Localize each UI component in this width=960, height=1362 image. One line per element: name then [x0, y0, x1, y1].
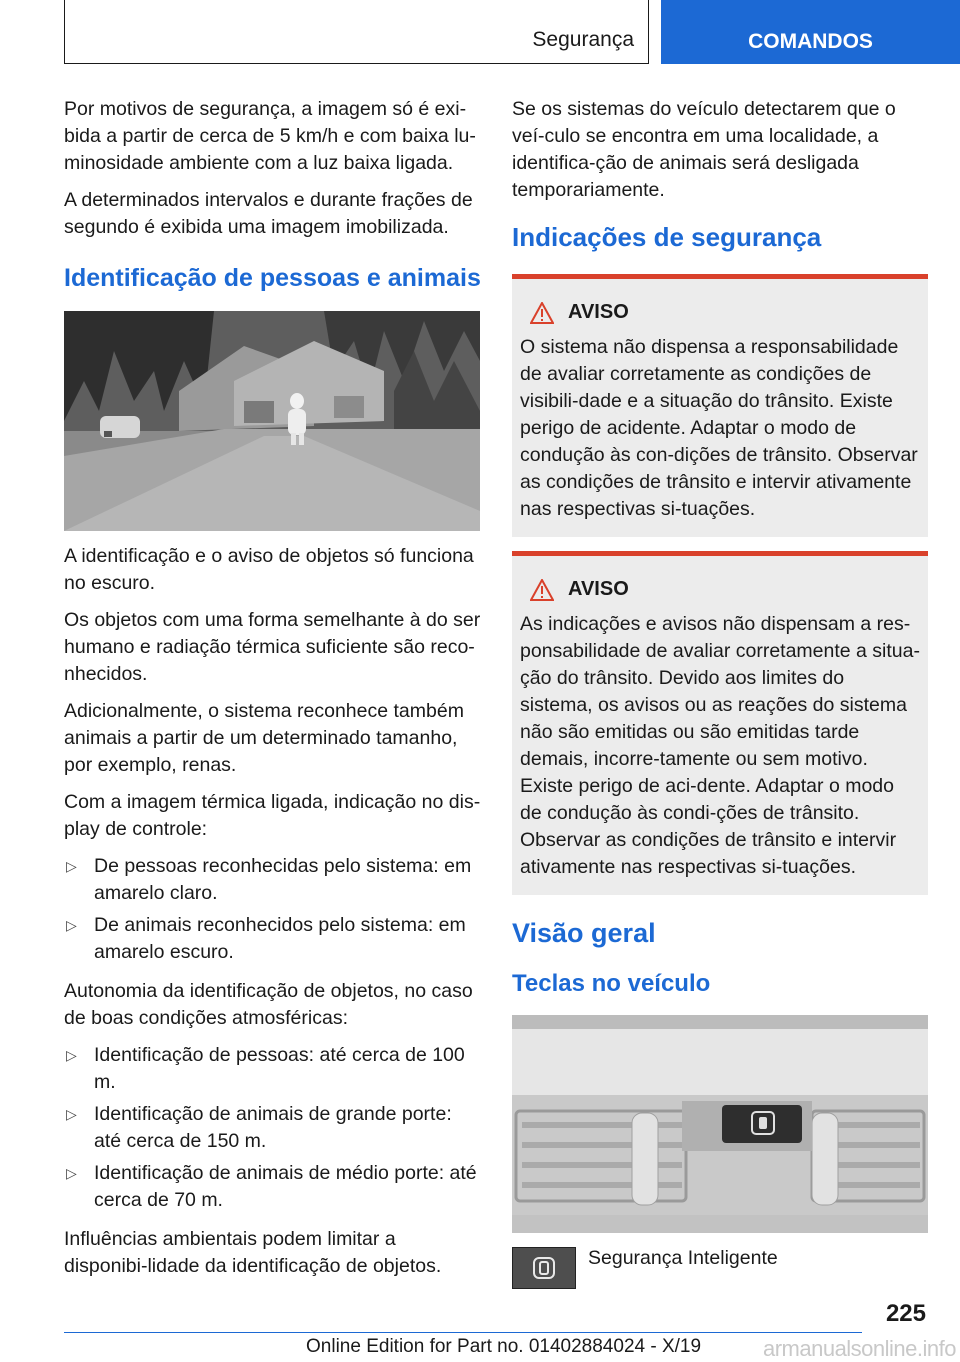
paragraph: Autonomia da identificação de objetos, no caso de boas condições atmosféricas:: [64, 980, 473, 1029]
section-tab: [64, 0, 649, 64]
paragraph: A determinados intervalos e durante frações de segundo é exibida uma imagem imobilizada.: [64, 189, 473, 238]
section-heading: Indicações de segurança: [512, 222, 822, 252]
warning-triangle-icon: [530, 579, 554, 601]
paragraph: Os objetos com uma forma semelhante à do ser humano e radiação térmica suficiente são reco-nhecidos.: [64, 609, 481, 685]
paragraph: Influências ambientais podem limitar a disponibi-lidade da identificação de objetos.: [64, 1228, 442, 1277]
triangle-bullet-icon: ▷: [66, 1106, 77, 1122]
page-header: [0, 0, 960, 66]
subsection-heading: Teclas no veículo: [512, 970, 711, 997]
list-item: ▷ Identificação de animais de médio porte: até cerca de 70 m.: [66, 1162, 477, 1211]
key-legend-row: [512, 1247, 928, 1289]
warning-title: AVISO: [568, 301, 629, 323]
thermal-night-image: [64, 311, 480, 531]
watermark: armanualsonline.info: [762, 1336, 956, 1361]
edition-text: Online Edition for Part no. 01402884024 - X/19: [306, 1336, 702, 1357]
warning-title: AVISO: [568, 578, 629, 600]
paragraph: Se os sistemas do veículo detectarem que o veí-culo se encontra em uma localidade, a identifica-ção de animais será desligada temporariamente.: [512, 98, 896, 201]
range-list: [64, 1042, 482, 1214]
section-heading: Visão geral: [512, 918, 656, 948]
display-indication-list: [64, 853, 482, 966]
section-title: Segurança: [532, 28, 634, 51]
paragraph: Com a imagem térmica ligada, indicação no dis-play de controle:: [64, 791, 481, 840]
chapter-tab: COMANDOS: [661, 0, 960, 64]
key-label: Segurança Inteligente: [588, 1247, 778, 1269]
center-console-image: [512, 1015, 928, 1233]
left-column: [64, 96, 482, 1290]
intelligent-safety-button-icon: [512, 1247, 576, 1289]
triangle-bullet-icon: ▷: [66, 1165, 77, 1181]
list-item: ▷ De pessoas reconhecidas pelo sistema: em amarelo claro.: [66, 855, 472, 904]
paragraph: A identificação e o aviso de objetos só funciona no escuro.: [64, 545, 474, 594]
triangle-bullet-icon: ▷: [66, 917, 77, 933]
warning-box: [512, 551, 928, 895]
vehicle-keys-figure: [512, 1015, 928, 1233]
section-heading: Identificação de pessoas e animais: [64, 264, 481, 292]
warning-triangle-icon: [530, 302, 554, 324]
warning-text: O sistema não dispensa a responsabilidade de avaliar corretamente as condições de visibili-dade e a situação do trânsito. Existe perigo de acidente. Adaptar o modo de condução às con-dições de trânsito. Observar as condições de trânsito e intervir ativamente nas respectivas si-tuações.: [520, 336, 918, 520]
triangle-bullet-icon: ▷: [66, 1047, 77, 1063]
list-item: ▷ Identificação de animais de grande porte: até cerca de 150 m.: [66, 1103, 452, 1152]
thermal-image-figure: [64, 311, 480, 531]
warning-box: [512, 274, 928, 537]
paragraph: Por motivos de segurança, a imagem só é exi-bida a partir de cerca de 5 km/h e com baixa lu-minosidade ambiente com a luz baixa ligada.: [64, 98, 476, 174]
right-column: [512, 96, 928, 1289]
footer-divider: [64, 1332, 862, 1333]
list-item: ▷ Identificação de pessoas: até cerca de 100 m.: [66, 1044, 465, 1093]
paragraph: Adicionalmente, o sistema reconhece também animais a partir de um determinado tamanho, por exemplo, renas.: [64, 700, 464, 776]
warning-text: As indicações e avisos não dispensam a res-ponsabilidade de avaliar corretamente a situa-ção do trânsito. Devido aos limites do sistema, os avisos ou as reações do sistema não são emitidas ou são emitidas tarde demais, incorre-tamente ou sem motivo. Existe perigo de aci-dente. Adaptar o modo de condução às condi-ções de trânsito. Observar as condições de trânsito e intervir ativamente nas respectivas si-tuações.: [520, 613, 920, 878]
list-item: ▷ De animais reconhecidos pelo sistema: em amarelo escuro.: [66, 914, 466, 963]
page-number: 225: [885, 1300, 926, 1327]
triangle-bullet-icon: ▷: [66, 858, 77, 874]
